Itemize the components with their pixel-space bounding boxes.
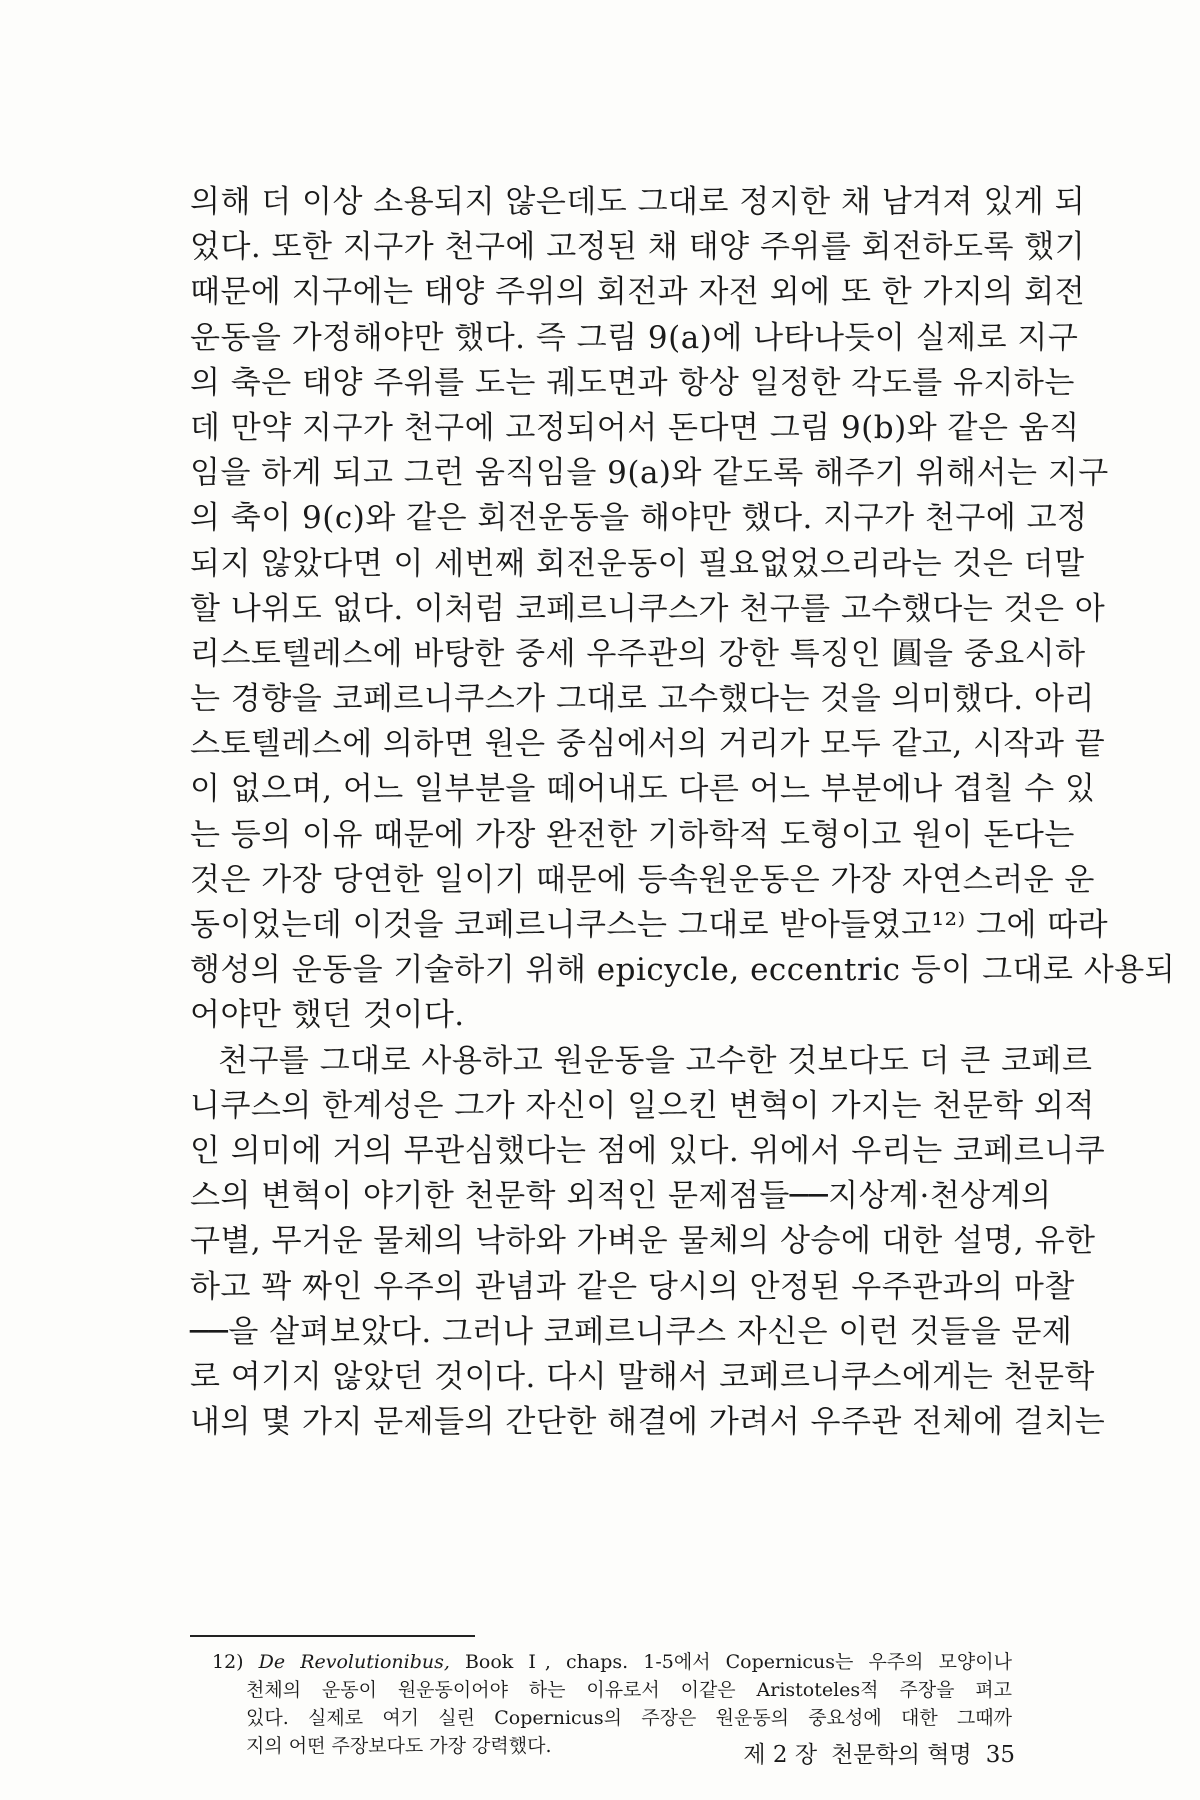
text-line: 할 나위도 없다. 이처럼 코페르니쿠스가 천구를 고수했다는 것은 아	[190, 590, 1106, 627]
footnote-first-line	[212, 1648, 1012, 1676]
text-line: 인 의미에 거의 무관심했다는 점에 있다. 위에서 우리는 코페르니쿠	[190, 1132, 1106, 1169]
text-line: 리스토텔레스에 바탕한 중세 우주관의 강한 특징인 圓을 중요시하	[190, 635, 1086, 672]
footnote-marker: 12)	[212, 1651, 244, 1673]
paragraph-2	[190, 1039, 1106, 1446]
text-line: 임을 하게 되고 그런 움직임을 9(a)와 같도록 해주기 위해서는 지구	[190, 455, 1109, 492]
text-line: 내의 몇 가지 문제들의 간단한 해결에 가려서 우주관 전체에 걸치는	[190, 1404, 1106, 1441]
text-line: 의 축이 9(c)와 같은 회전운동을 해야만 했다. 지구가 천구에 고정	[190, 500, 1088, 537]
text-line: 하고 꽉 짜인 우주의 관념과 같은 당시의 안정된 우주관과의 마찰	[190, 1268, 1075, 1305]
text-line: 때문에 지구에는 태양 주위의 회전과 자전 외에 또 한 가지의 회전	[190, 274, 1086, 311]
text-line: 의 축은 태양 주위를 도는 궤도면과 항상 일정한 각도를 유지하는	[190, 364, 1075, 401]
footnote-line: 천체의 운동이 원운동이어야 하는 이유로서 이같은 Aristoteles적 주장을 펴고	[246, 1679, 1012, 1701]
text-line: 스토텔레스에 의하면 원은 중심에서의 거리가 모두 같고, 시작과 끝	[190, 726, 1106, 763]
text-line: 는 등의 이유 때문에 가장 완전한 기하학적 도형이고 원이 돈다는	[190, 816, 1075, 853]
page-number: 35	[985, 1742, 1015, 1768]
running-footer	[743, 1740, 1015, 1770]
paragraph-1	[190, 180, 1176, 1039]
chapter-label: 제 2 장	[743, 1742, 818, 1768]
footnote-rule	[190, 1635, 475, 1637]
text-line: 것은 가장 당연한 일이기 때문에 등속원운동은 가장 자연스러운 운	[190, 861, 1095, 898]
text-line: 운동을 가정해야만 했다. 즉 그림 9(a)에 나타나듯이 실제로 지구	[190, 319, 1079, 356]
text-line: 행성의 운동을 기술하기 위해 epicycle, eccentric 등이 그대로 사용되	[190, 952, 1176, 989]
text-line: 되지 않았다면 이 세번째 회전운동이 필요없었으리라는 것은 더말	[190, 545, 1085, 582]
text-line: 이 없으며, 어느 일부분을 떼어내도 다른 어느 부분에나 겹칠 수 있	[190, 771, 1096, 808]
text-line: 는 경향을 코페르니쿠스가 그대로 고수했다는 것을 의미했다. 아리	[190, 681, 1095, 718]
text-line: ──을 살펴보았다. 그러나 코페르니쿠스 자신은 이런 것들을 문제	[190, 1313, 1073, 1350]
chapter-title: 천문학의 혁명	[831, 1742, 972, 1768]
text-line: 었다. 또한 지구가 천구에 고정된 채 태양 주위를 회전하도록 했기	[190, 229, 1086, 266]
footnote-book-title: De Revolutionibus,	[258, 1651, 450, 1673]
text-line: 어야만 했던 것이다.	[190, 997, 465, 1034]
footnote-line: 있다. 실제로 여기 실린 Copernicus의 주장은 원운동의 중요성에 대한 그때까	[246, 1707, 1012, 1729]
text-line: 동이었는데 이것을 코페르니쿠스는 그대로 받아들였고¹²⁾ 그에 따라	[190, 907, 1109, 943]
text-line: 의해 더 이상 소용되지 않은데도 그대로 정지한 채 남겨져 있게 되	[190, 184, 1086, 220]
footnote-line: 지의 어떤 주장보다도 가장 강력했다.	[246, 1735, 552, 1757]
text-line: 니쿠스의 한계성은 그가 자신이 일으킨 변혁이 가지는 천문학 외적	[190, 1087, 1095, 1124]
footnote-text: Book Ⅰ, chaps. 1-5에서 Copernicus는 우주의 모양이나	[449, 1651, 1012, 1673]
text-line: 데 만약 지구가 천구에 고정되어서 돈다면 그림 9(b)와 같은 움직	[190, 409, 1080, 446]
text-line: 천구를 그대로 사용하고 원운동을 고수한 것보다도 더 큰 코페르	[218, 1042, 1093, 1079]
body-text	[190, 180, 1176, 1445]
text-line: 스의 변혁이 야기한 천문학 외적인 문제점들──지상계·천상계의	[190, 1178, 1052, 1215]
text-line: 구별, 무거운 물체의 낙하와 가벼운 물체의 상승에 대한 설명, 유한	[190, 1223, 1096, 1260]
text-line: 로 여기지 않았던 것이다. 다시 말해서 코페르니쿠스에게는 천문학	[190, 1358, 1095, 1395]
